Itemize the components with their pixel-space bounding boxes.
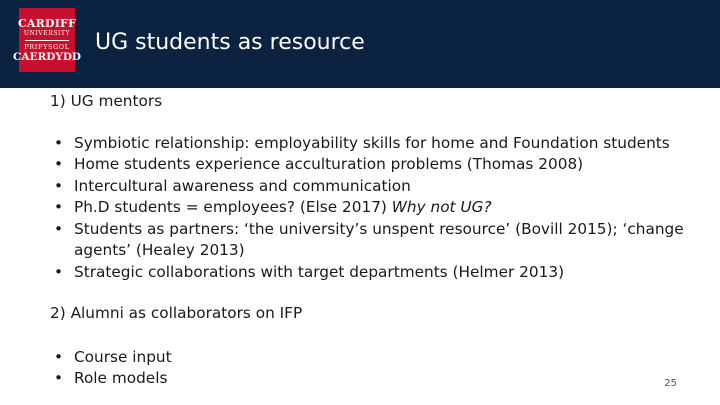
list-item (50, 176, 690, 198)
ug-mentors-list (50, 133, 690, 284)
list-item (50, 219, 690, 262)
slide-title: UG students as resource (95, 30, 365, 55)
bullet-icon: • (54, 219, 64, 238)
logo-line-1: CARDIFF (17, 16, 77, 30)
logo-divider (25, 40, 69, 41)
logo-line-2: UNIVERSITY (23, 29, 71, 37)
bullet-icon: • (54, 262, 64, 281)
list-item-text: Students as partners: ‘the university’s unspent resource’ (Bovill 2015); ‘change agents’ (Healey 2013) (74, 219, 684, 259)
section-heading-ug-mentors: 1) UG mentors (50, 92, 163, 110)
cardiff-university-logo (12, 8, 82, 72)
header-bar (0, 0, 720, 88)
list-item-text: Ph.D students = employees? (Else 2017) (74, 198, 392, 216)
list-item-emphasis: Why not UG? (391, 198, 492, 216)
list-item (50, 262, 690, 284)
list-item-text: Symbiotic relationship: employability skills for home and Foundation students (74, 133, 670, 152)
list-item (50, 133, 690, 155)
logo-line-4: CAERDYDD (12, 51, 82, 63)
bullet-icon: • (54, 347, 64, 366)
page-number: 25 (664, 378, 677, 389)
bullet-icon: • (54, 176, 64, 195)
list-item (50, 368, 690, 390)
alumni-list (50, 347, 690, 390)
list-item-text: Home students experience acculturation problems (Thomas 2008) (74, 155, 584, 173)
bullet-icon: • (54, 369, 64, 387)
section-heading-alumni: 2) Alumni as collaborators on IFP (50, 304, 303, 322)
list-item-text: Role models (74, 369, 168, 387)
bullet-icon: • (54, 133, 64, 152)
bullet-icon: • (54, 155, 64, 173)
list-item (50, 347, 690, 369)
list-item-text: Strategic collaborations with target departments (Helmer 2013) (74, 262, 565, 281)
bullet-icon: • (54, 198, 64, 216)
logo-line-3: PRIFYSGOL (24, 42, 70, 51)
list-item (50, 197, 690, 219)
list-item (50, 154, 690, 176)
list-item-text: Intercultural awareness and communication (74, 176, 411, 195)
slide-content (50, 91, 690, 390)
list-item-text: Course input (74, 347, 172, 366)
